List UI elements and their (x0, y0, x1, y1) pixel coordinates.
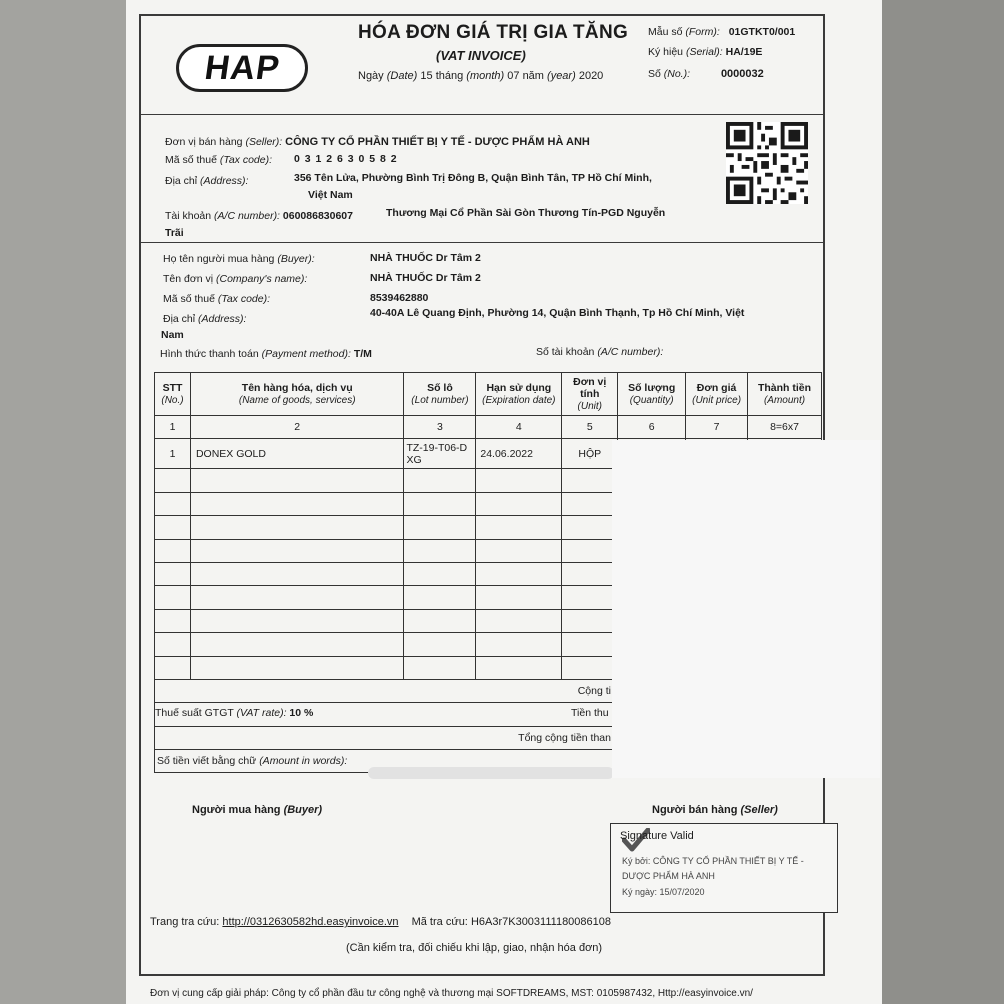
seller-bank-line2: Trãi (165, 227, 184, 239)
col-header-unit-price: Đơn giá (Unit price) (686, 373, 748, 416)
background-left (0, 0, 128, 1004)
seller-address-line2: Việt Nam (308, 189, 353, 201)
seller-divider (139, 242, 825, 243)
form-number: Mẫu số (Form): 01GTKT0/001 (648, 26, 796, 38)
buyer-account-label: Số tài khoản (A/C number): (536, 346, 664, 358)
company-name-label: Tên đơn vị (Company's name): (163, 273, 308, 285)
item-name: DONEX GOLD (190, 439, 404, 469)
col-header-stt: STT (No.) (155, 373, 191, 416)
sign-date: Ký ngày: 15/07/2020 (622, 887, 705, 897)
item-unit: HỘP (562, 439, 618, 469)
seller-signature-label: Người bán hàng (Seller) (652, 804, 778, 816)
table-header-row (155, 373, 822, 416)
background-right (880, 0, 1004, 1004)
seller-name-row: Đơn vị bán hàng (Seller): CÔNG TY CỔ PHẦN THIẾT BỊ Y TẾ - DƯỢC PHẨM HÀ ANH (165, 136, 590, 148)
solution-provider: Đơn vị cung cấp giải pháp: Công ty cổ phần đầu tư công nghệ và thương mại SOFTDREAMS, MST: 0105987432, Http://easyinvoice.vn/ (150, 988, 753, 999)
col-header-expiry: Hạn sử dụng (Expiration date) (476, 373, 562, 416)
company-name: NHÀ THUỐC Dr Tâm 2 (370, 272, 481, 284)
col-header-amount: Thành tiền (Amount) (748, 373, 822, 416)
serial-number: Ký hiệu (Serial): HA/19E (648, 46, 763, 58)
buyer-signature-label: Người mua hàng (Buyer) (192, 804, 323, 816)
header-divider (139, 114, 825, 115)
logo-text: HAP (201, 48, 283, 87)
company-logo (176, 44, 308, 92)
grand-total-label: Tổng cộng tiền than (155, 726, 822, 749)
invoice-subtitle: (VAT INVOICE) (436, 48, 526, 63)
seller-address-line1: 356 Tên Lửa, Phường Bình Trị Đông B, Quận Bình Tân, TP Hồ Chí Minh, (294, 172, 652, 184)
lookup-row: Trang tra cứu: http://0312630582hd.easyinvoice.vn Mã tra cứu: H6A3r7K3003111180086108 (150, 916, 612, 928)
invoice-date: Ngày (Date) 15 tháng (month) 07 năm (year) 2020 (358, 70, 604, 82)
table-index-row: 1 2 3 4 5 6 7 8=6x7 (155, 416, 822, 439)
buyer-address-line1: 40-40A Lê Quang Định, Phường 14, Quận Bình Thạnh, Tp Hồ Chí Minh, Việt (370, 307, 745, 319)
buyer-name: NHÀ THUỐC Dr Tâm 2 (370, 252, 481, 264)
lookup-url-link[interactable]: http://0312630582hd.easyinvoice.vn (222, 916, 399, 928)
subtotal-label: Cộng ti (155, 679, 822, 702)
signed-by-line2: DƯỢC PHẨM HÀ ANH (622, 871, 715, 881)
buyer-tax-label: Mã số thuế (Tax code): (163, 293, 271, 305)
col-header-unit: Đơn vị tính (Unit) (562, 373, 618, 416)
col-header-lot: Số lô (Lot number) (404, 373, 476, 416)
buyer-address-label: Địa chỉ (Address): (163, 313, 247, 325)
col-header-name: Tên hàng hóa, dịch vụ (Name of goods, services) (190, 373, 404, 416)
vat-amount-label: Tiền thu (571, 707, 609, 720)
seller-tax-code: 0 3 1 2 6 3 0 5 8 2 (294, 153, 398, 165)
col-header-quantity: Số lượng (Quantity) (618, 373, 686, 416)
vat-rate-label: Thuế suất GTGT (VAT rate): 10 % (155, 707, 314, 720)
amount-in-words-row: Số tiền viết bằng chữ (Amount in words): (155, 750, 822, 773)
lookup-code: H6A3r7K3003111180086108 (470, 916, 612, 928)
buyer-name-label: Họ tên người mua hàng (Buyer): (163, 253, 315, 265)
seller-account-label: Tài khoản (A/C number): 060086830607 (165, 210, 353, 222)
qr-code (726, 122, 808, 204)
signed-by-line1: Ký bởi: CÔNG TY CỔ PHẦN THIẾT BỊ Y TẾ - (622, 856, 804, 866)
buyer-address-line2: Nam (161, 329, 184, 341)
verification-note: (Cần kiểm tra, đối chiếu khi lập, giao, nhận hóa đơn) (346, 942, 603, 954)
item-lot: TZ-19-T06-DXG (404, 439, 476, 469)
item-expiry: 24.06.2022 (476, 439, 562, 469)
item-stt: 1 (155, 439, 191, 469)
invoice-title: HÓA ĐƠN GIÁ TRỊ GIA TĂNG (358, 22, 629, 43)
signature-valid-text: Signature Valid (620, 830, 694, 842)
seller-address-label: Địa chỉ (Address): (165, 175, 249, 187)
buyer-tax-code: 8539462880 (370, 292, 429, 304)
payment-method-row: Hình thức thanh toán (Payment method): T/M (160, 348, 372, 360)
seller-tax-row: Mã số thuế (Tax code): (165, 154, 273, 166)
redacted-amount-in-words (368, 767, 614, 779)
redacted-price-area (612, 440, 880, 778)
invoice-number: Số (No.): 0000032 (648, 68, 764, 80)
seller-bank-line1: Thương Mại Cổ Phần Sài Gòn Thương Tín-PGD Nguyễn (386, 207, 666, 219)
